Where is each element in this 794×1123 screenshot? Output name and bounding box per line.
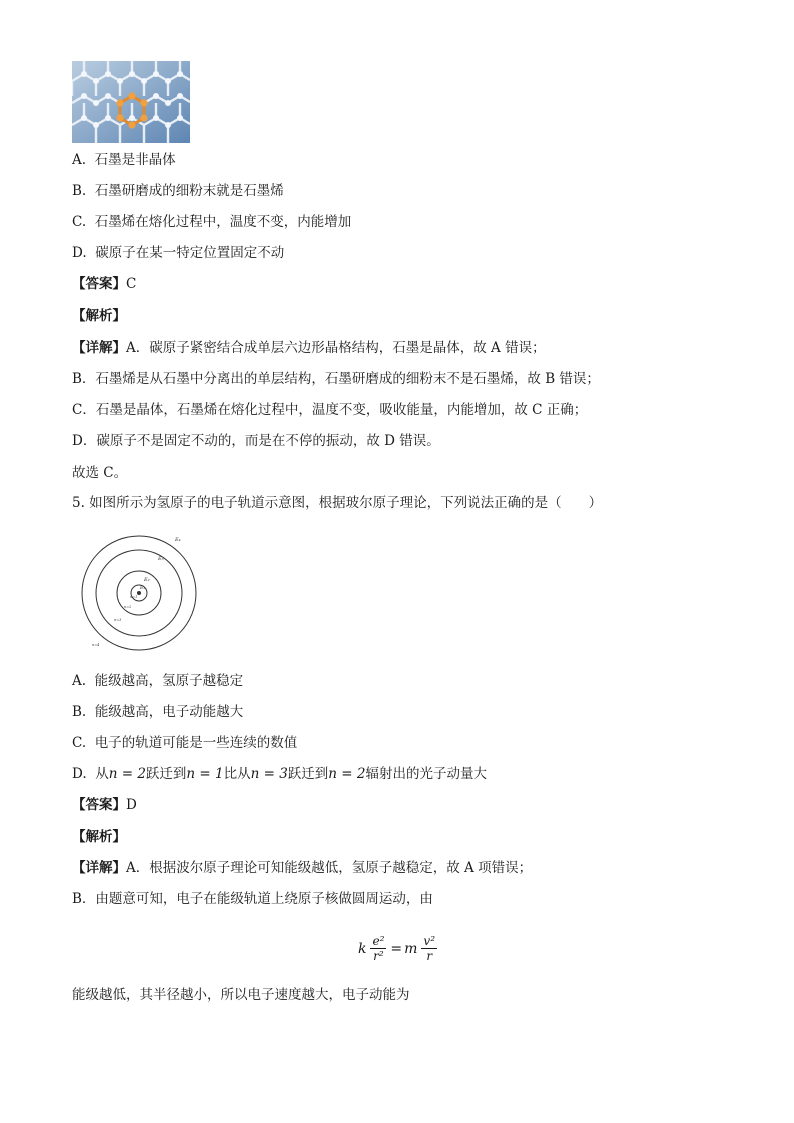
q4-option-c: C. 石墨烯在熔化过程中，温度不变，内能增加 [72, 214, 352, 230]
q4-option-b: B. 石墨研磨成的细粉末就是石墨烯 [72, 183, 284, 199]
q4-option-a: A. 石墨是非晶体 [72, 152, 176, 168]
label-n2: n=2 [124, 605, 132, 609]
label-e4: E₄ [175, 537, 181, 543]
graphene-lattice-image [72, 61, 190, 143]
q4-detail-b: B．石墨烯是从石墨中分离出的单层结构，石墨研磨成的细粉末不是石墨烯，故 B 错误； [72, 371, 600, 387]
q5-detail-a: 【详解】A．根据波尔原子理论可知能级越低，氢原子越稳定，故 A 项错误； [72, 860, 533, 876]
q5-stem: 5. 如图所示为氢原子的电子轨道示意图，根据玻尔原子理论，下列说法正确的是（ ） [72, 495, 603, 511]
q5-option-b: B. 能级越高，电子动能越大 [72, 704, 244, 720]
q4-analysis-label: 【解析】 [72, 308, 126, 324]
label-n4: n=4 [92, 643, 100, 647]
label-n3: n=3 [114, 618, 122, 622]
q5-detail-b: B．由题意可知，电子在能级轨道上绕原子核做圆周运动，由 [72, 891, 433, 907]
q5-analysis-label: 【解析】 [72, 829, 126, 845]
q4-detail-c: C．石墨是晶体，石墨烯在熔化过程中，温度不变，吸收能量，内能增加，故 C 正确； [72, 402, 588, 418]
label-e1: E₁ [140, 586, 146, 591]
q4-detail-a: 【详解】A．碳原子紧密结合成单层六边形晶格结构，石墨是晶体，故 A 错误； [72, 340, 546, 356]
q5-option-c: C. 电子的轨道可能是一些连续的数值 [72, 735, 298, 751]
q4-option-d: D. 碳原子在某一特定位置固定不动 [72, 245, 285, 261]
q4-detail-d: D．碳原子不是固定不动的，而是在不停的振动，故 D 错误。 [72, 433, 440, 449]
coulomb-centripetal-formula: k $\frac{\text{e²}}{\text{r²}}$ = m $\frac{\text{v²}}{r}$ [358, 934, 436, 963]
label-e3: E₃ [158, 556, 164, 562]
q4-conclusion: 故选 C。 [72, 465, 128, 481]
hydrogen-orbit-diagram [78, 532, 200, 654]
q5-option-a: A. 能级越高，氢原子越稳定 [72, 673, 244, 689]
label-e2: E₂ [144, 577, 150, 583]
label-n1: n=1 [130, 595, 138, 599]
q5-after-formula: 能级越低，其半径越小，所以电子速度越大，电子动能为 [72, 987, 410, 1003]
q5-option-d: D. 从n = 2跃迁到n = 1比从n = 3跃迁到n = 2辐射出的光子动量大 [72, 766, 487, 782]
q4-answer: 【答案】C [72, 276, 137, 292]
q5-answer: 【答案】D [72, 797, 137, 813]
